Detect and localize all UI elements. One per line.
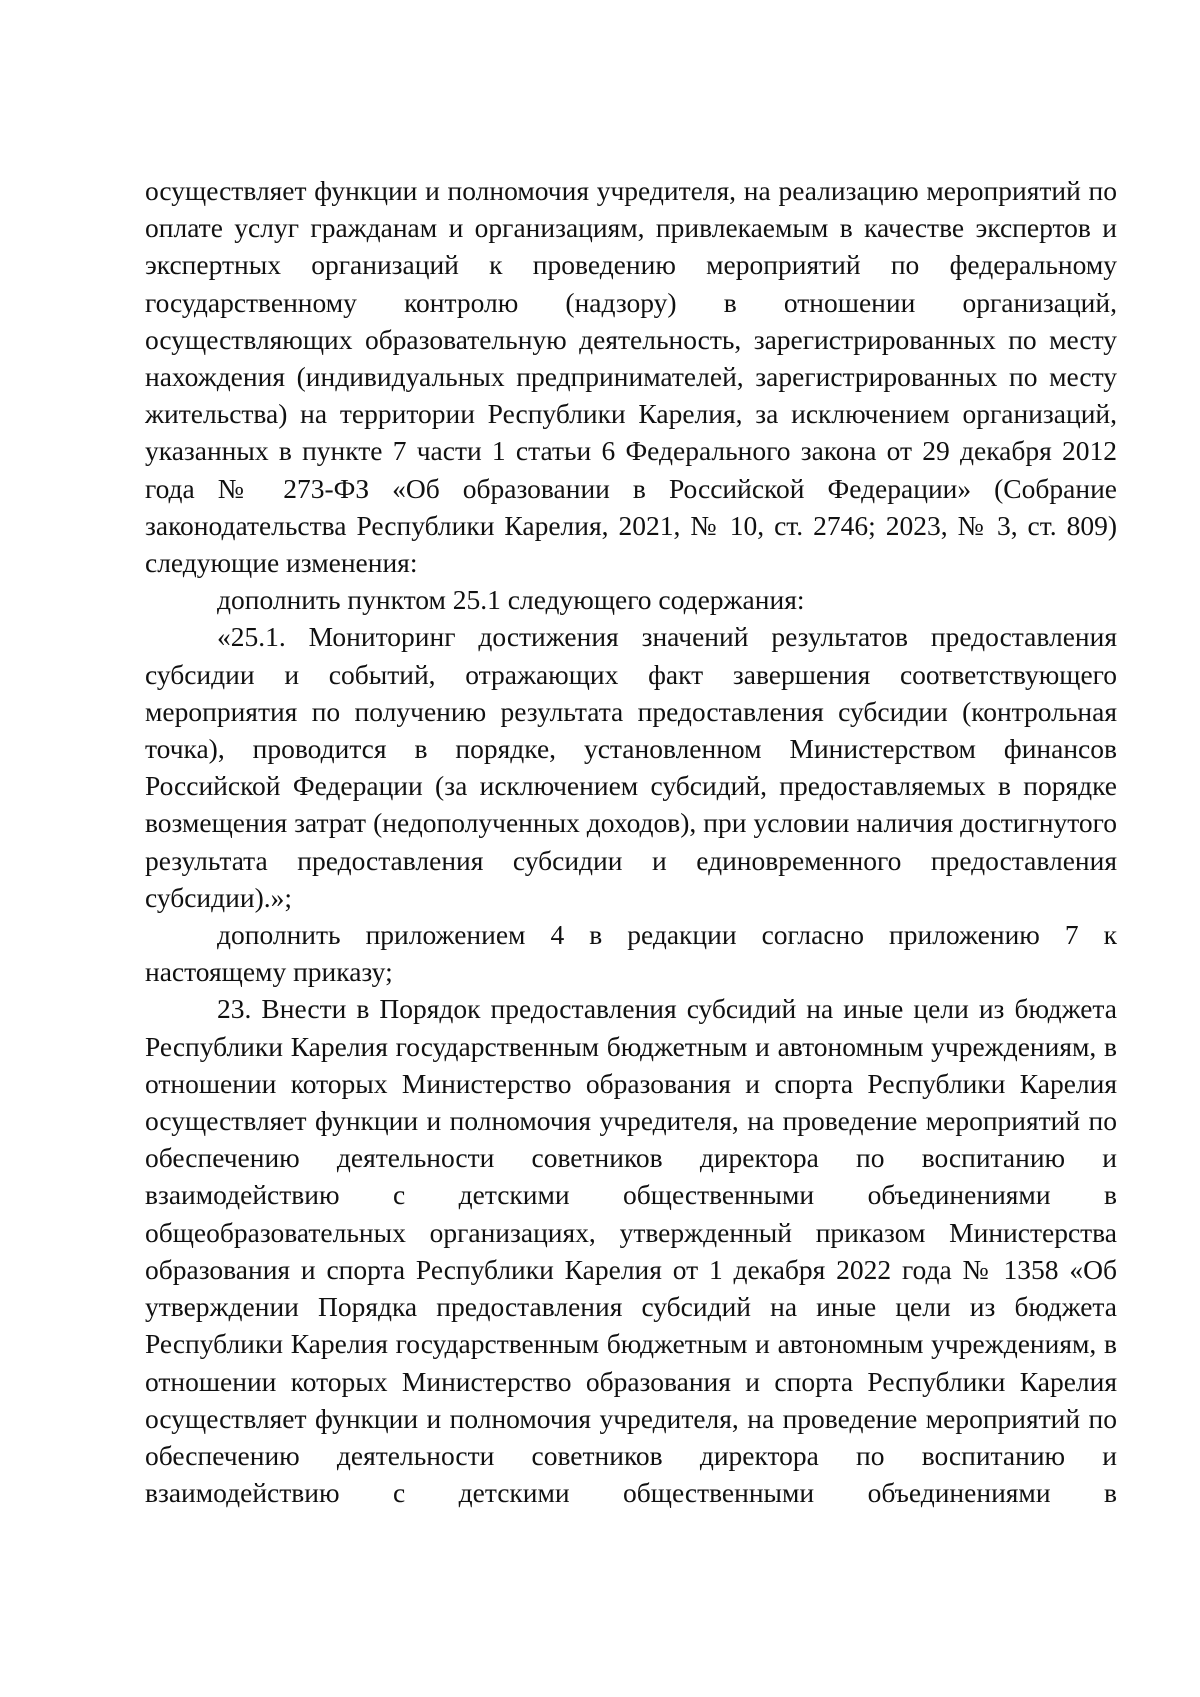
document-page xyxy=(145,172,1117,1511)
paragraph-continuation: осуществляет функции и полномочия учредителя, на реализацию мероприятий по оплате услуг гражданам и организациям, привлекаемым в качестве экспертов и экспертных организаций к проведению мероприятий по федеральному государственному контролю (надзору) в отношении организаций, осуществляющих образовательную деятельность, зарегистрированных по месту нахождения (индивидуальных предпринимателей, зарегистрированных по месту жительства) на территории Республики Карелия, за исключением организаций, указанных в пункте 7 части 1 статьи 6 Федерального закона от 29 декабря 2012 года № 273-ФЗ «Об образовании в Российской Федерации» (Собрание законодательства Республики Карелия, 2021, № 10, ст. 2746; 2023, № 3, ст. 809) следующие изменения: xyxy=(145,175,1117,579)
paragraph-point-25-1-monitoring: «25.1. Мониторинг достижения значений результатов предоставления субсидии и событий, отражающих факт завершения соответствующего мероприятия по получению результата предоставления субсидии (контрольная точка), проводится в порядке, установленном Министерством финансов Российской Федерации (за исключением субсидий, предоставляемых в порядке возмещения затрат (недополученных доходов), при условии наличия достигнутого результата предоставления субсидии и единовременного предоставления субсидии).»; xyxy=(145,621,1117,913)
paragraph-add-appendix-4: дополнить приложением 4 в редакции согласно приложению 7 к настоящему приказу; xyxy=(145,919,1117,988)
paragraph-item-23: 23. Внести в Порядок предоставления субсидий на иные цели из бюджета Республики Карелия государственным бюджетным и автономным учреждениям, в отношении которых Министерство образования и спорта Республики Карелия осуществляет функции и полномочия учредителя, на проведение мероприятий по обеспечению деятельности советников директора по воспитанию и взаимодействию с детскими общественными объединениями в общеобразовательных организациях, утвержденный приказом Министерства образования и спорта Республики Карелия от 1 декабря 2022 года № 1358 «Об утверждении Порядка предоставления субсидий на иные цели из бюджета Республики Карелия государственным бюджетным и автономным учреждениям, в отношении которых Министерство образования и спорта Республики Карелия осуществляет функции и полномочия учредителя, на проведение мероприятий по обеспечению деятельности советников директора по воспитанию и взаимодействию с детскими общественными объединениями в xyxy=(145,993,1117,1509)
paragraph-add-point-25-1: дополнить пунктом 25.1 следующего содержания: xyxy=(217,584,805,616)
